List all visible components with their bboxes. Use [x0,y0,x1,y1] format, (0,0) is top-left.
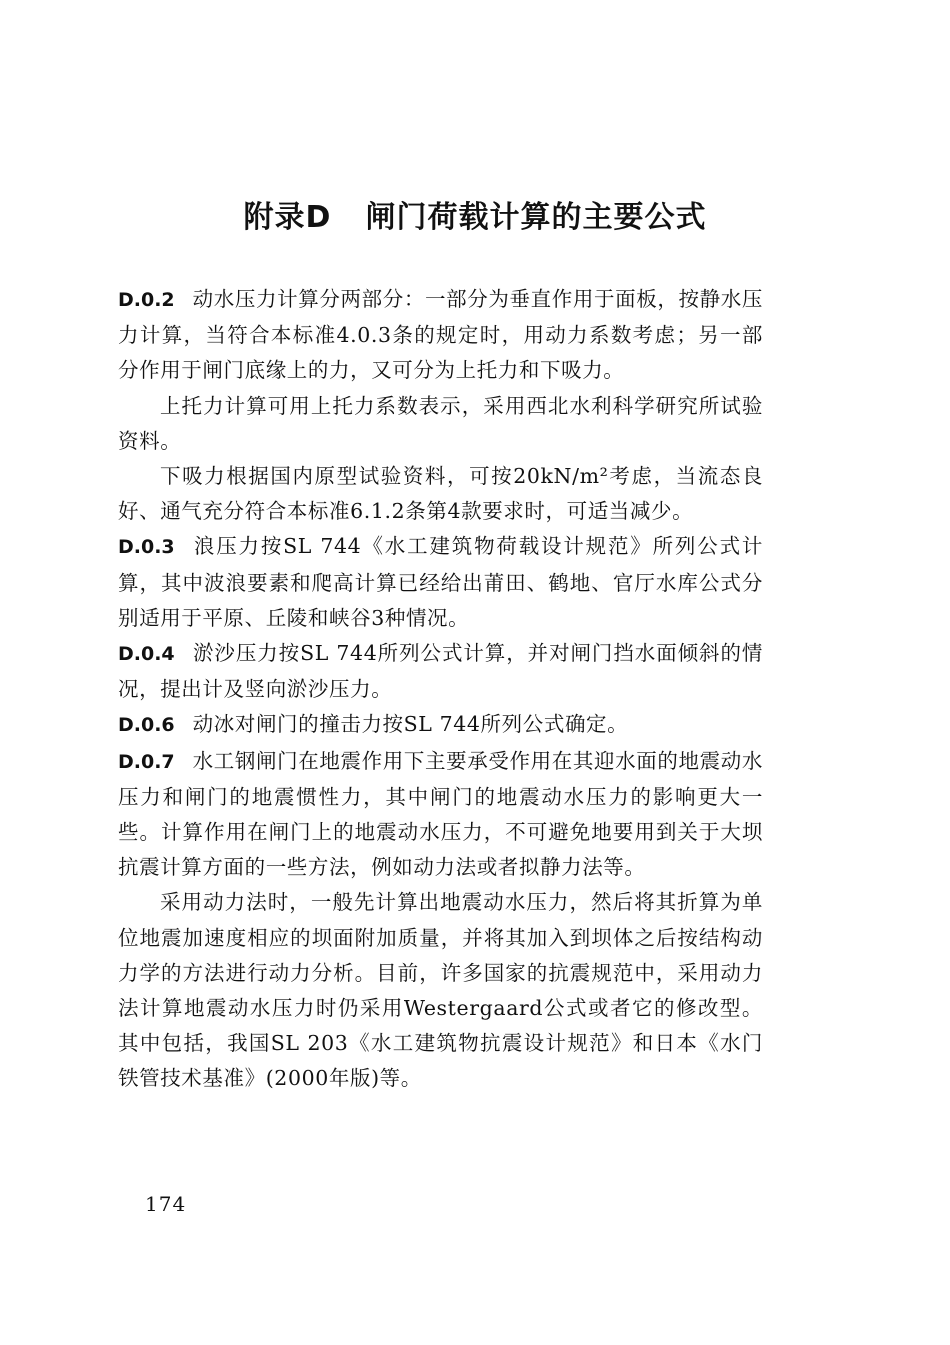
paragraph [118,389,763,459]
page-number: 174 [145,1192,187,1216]
paragraph-text: 淤沙压力按SL 744所列公式计算，并对闸门挡水面倾斜的情况，提出计及竖向淤沙压力。 [118,641,763,702]
appendix-code: 附录D [243,200,332,235]
paragraph-text: 浪压力按SL 744《水工建筑物荷载设计规范》所列公式计算，其中波浪要素和爬高计算已经给出莆田、鹤地、官厅水库公式分别适用于平原、丘陵和峡谷3种情况。 [118,534,763,630]
page-title [0,192,950,236]
paragraph-text: 动冰对闸门的撞击力按SL 744所列公式确定。 [192,712,629,737]
appendix-title: 闸门荷载计算的主要公式 [365,200,707,235]
paragraph-text: 上托力计算可用上托力系数表示，采用西北水利科学研究所试验资料。 [118,393,763,453]
clause-number: D.0.2 [118,289,175,311]
clause-paragraph [118,282,763,389]
clause-paragraph [118,529,763,636]
clause-number: D.0.4 [118,643,175,666]
clause-paragraph [118,744,763,886]
body-text [118,282,763,1097]
clause-paragraph [118,636,763,707]
paragraph-text: 下吸力根据国内原型试验资料，可按20kN/m²考虑，当流态良好、通气充分符合本标准6.1.2条第4款要求时，可适当减少。 [118,464,763,524]
clause-number: D.0.7 [118,750,175,773]
paragraph-text: 动水压力计算分两部分：一部分为垂直作用于面板，按静水压力计算，当符合本标准4.0.3条的规定时，用动力系数考虑；另一部分作用于闸门底缘上的力，又可分为上托力和下吸力。 [118,287,763,383]
paragraph [118,459,763,529]
paragraph-text: 采用动力法时，一般先计算出地震动水压力，然后将其折算为单位地震加速度相应的坝面附加质量，并将其加入到坝体之后按结构动力学的方法进行动力分析。目前，许多国家的抗震规范中，采用动力法计算地震动水压力时仍采用Westergaard公式或者它的修改型。其中包括，我国SL 203《水工建筑物抗震设计规范》和日本《水门铁管技术基准》(2000年版)等。 [118,890,763,1091]
paragraph-text: 水工钢闸门在地震作用下主要承受作用在其迎水面的地震动水压力和闸门的地震惯性力，其中闸门的地震动水压力的影响更大一些。计算作用在闸门上的地震动水压力，不可避免地要用到关于大坝抗震计算方面的一些方法，例如动力法或者拟静力法等。 [118,748,763,880]
paragraph [118,885,763,1096]
clause-paragraph [118,707,763,743]
clause-number: D.0.3 [118,536,175,559]
clause-number: D.0.6 [118,714,175,737]
